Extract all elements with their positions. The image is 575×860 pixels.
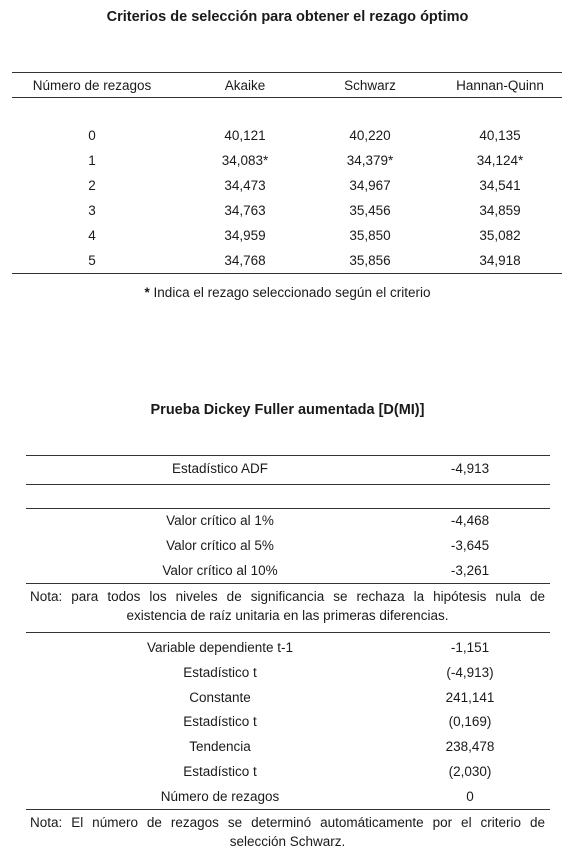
table1-footnote xyxy=(0,285,575,300)
table2-rule xyxy=(26,809,550,810)
schwarz-cell: 34,967 xyxy=(349,178,391,193)
regression-value: (2,030) xyxy=(448,764,492,779)
akaike-cell: 40,121 xyxy=(224,128,266,143)
table1-header-rule xyxy=(12,97,562,98)
hannan-quinn-cell: 34,124* xyxy=(476,153,524,168)
note-hypothesis-line: Nota: para todos los niveles de significancia se rechaza la hipótesis nula de xyxy=(30,589,545,604)
regression-label: Variable dependiente t-1 xyxy=(146,640,294,655)
table2-rule xyxy=(26,632,550,633)
schwarz-cell: 35,456 xyxy=(349,203,391,218)
regression-label: Estadístico t xyxy=(183,764,257,779)
regression-label: Constante xyxy=(189,690,251,705)
regression-label: Tendencia xyxy=(189,739,251,754)
regression-value: (0,169) xyxy=(448,714,492,729)
table2-rule xyxy=(26,484,550,485)
adf-value: -4,913 xyxy=(450,461,490,476)
regression-value: 238,478 xyxy=(445,739,495,754)
header-schwarz: Schwarz xyxy=(344,78,396,93)
note-lag-selection xyxy=(30,813,545,851)
regression-value: -1,151 xyxy=(450,640,490,655)
table2-top-rule xyxy=(26,455,550,456)
footnote-text: Indica el rezago seleccionado según el criterio xyxy=(149,285,431,300)
critical-value: -4,468 xyxy=(450,513,490,528)
regression-label: Estadístico t xyxy=(183,665,257,680)
hannan-quinn-cell: 34,859 xyxy=(479,203,521,218)
lag-cell: 5 xyxy=(88,253,96,268)
table1-bottom-rule xyxy=(12,273,562,274)
table2-rule xyxy=(26,508,550,509)
footnote-asterisk: * xyxy=(144,285,150,300)
hannan-quinn-cell: 34,918 xyxy=(479,253,521,268)
header-akaike: Akaike xyxy=(224,78,266,93)
schwarz-cell: 35,856 xyxy=(349,253,391,268)
regression-value: 241,141 xyxy=(445,690,495,705)
lag-cell: 2 xyxy=(88,178,96,193)
regression-value: (-4,913) xyxy=(446,665,494,680)
regression-label: Estadístico t xyxy=(183,714,257,729)
table1-title: Criterios de selección para obtener el rezago óptimo xyxy=(106,9,469,25)
lag-cell: 1 xyxy=(88,153,96,168)
lag-cell: 0 xyxy=(88,128,96,143)
akaike-cell: 34,083* xyxy=(221,153,269,168)
critical-label: Valor crítico al 5% xyxy=(166,538,274,553)
adf-label: Estadístico ADF xyxy=(171,461,269,476)
critical-value: -3,645 xyxy=(450,538,490,553)
critical-value: -3,261 xyxy=(450,563,490,578)
akaike-cell: 34,473 xyxy=(224,178,266,193)
hannan-quinn-cell: 34,541 xyxy=(479,178,521,193)
header-lags: Número de rezagos xyxy=(32,78,152,93)
schwarz-cell: 40,220 xyxy=(349,128,391,143)
critical-label: Valor crítico al 10% xyxy=(162,563,278,578)
header-hannan-quinn: Hannan-Quinn xyxy=(456,78,544,93)
akaike-cell: 34,763 xyxy=(224,203,266,218)
regression-value: 0 xyxy=(466,789,474,804)
note-hypothesis xyxy=(30,587,545,625)
note-hypothesis-line: existencia de raíz unitaria en las primeras diferencias. xyxy=(126,608,449,623)
hannan-quinn-cell: 35,082 xyxy=(479,228,521,243)
akaike-cell: 34,959 xyxy=(224,228,266,243)
lag-cell: 4 xyxy=(88,228,96,243)
table2-rule xyxy=(26,583,550,584)
hannan-quinn-cell: 40,135 xyxy=(479,128,521,143)
table2-title: Prueba Dickey Fuller aumentada [D(MI)] xyxy=(150,402,425,418)
schwarz-cell: 34,379* xyxy=(346,153,394,168)
note-lag-selection-line: Nota: El número de rezagos se determinó automáticamente por el criterio de xyxy=(30,815,545,830)
regression-label: Número de rezagos xyxy=(160,789,280,804)
lag-cell: 3 xyxy=(88,203,96,218)
schwarz-cell: 35,850 xyxy=(349,228,391,243)
table1-top-rule xyxy=(12,72,562,73)
note-lag-selection-line: selección Schwarz. xyxy=(229,834,346,849)
critical-label: Valor crítico al 1% xyxy=(166,513,274,528)
akaike-cell: 34,768 xyxy=(224,253,266,268)
